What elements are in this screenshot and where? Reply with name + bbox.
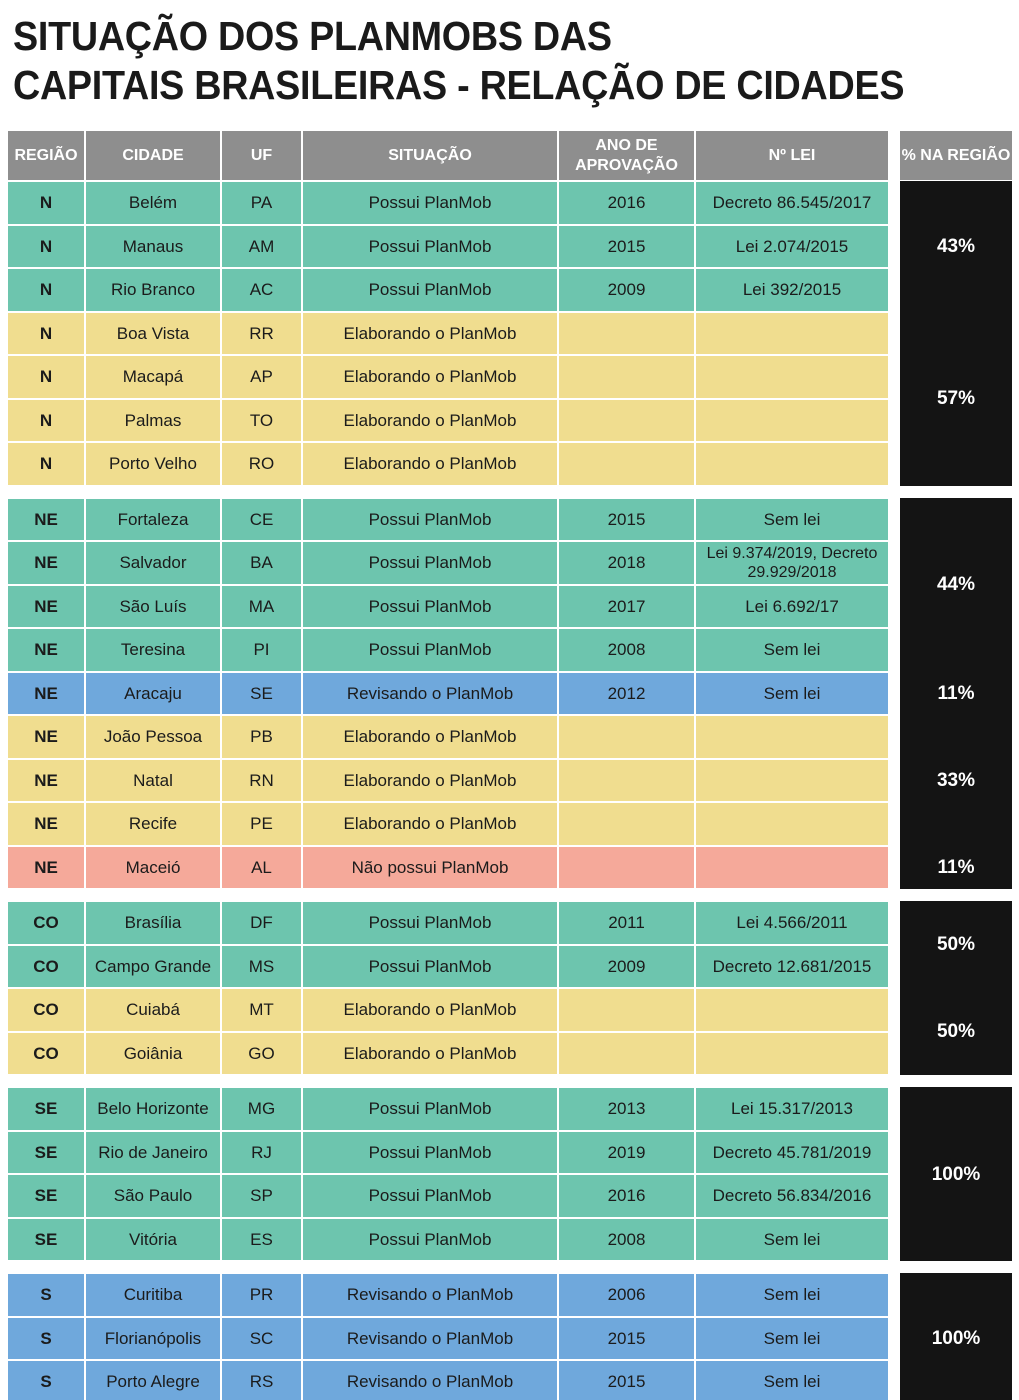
header-ano: ANO DE APROVAÇÃO [559, 131, 694, 180]
cell-uf: DF [222, 902, 301, 944]
cell-ano: 2012 [559, 673, 694, 715]
cell-cidade: Campo Grande [86, 946, 220, 988]
cell-cidade: Brasília [86, 902, 220, 944]
cell-lei: Lei 15.317/2013 [696, 1088, 888, 1130]
region-percent: 50% [900, 901, 1012, 988]
cell-uf: RJ [222, 1132, 301, 1174]
cell-cidade: Salvador [86, 542, 220, 584]
cell-regiao: NE [8, 716, 84, 758]
cell-uf: PA [222, 182, 301, 224]
cell-uf: RS [222, 1361, 301, 1400]
cell-lei: Decreto 56.834/2016 [696, 1175, 888, 1217]
cell-uf: PE [222, 803, 301, 845]
cell-cidade: Porto Alegre [86, 1361, 220, 1400]
cell-ano: 2011 [559, 902, 694, 944]
cell-situacao: Possui PlanMob [303, 629, 557, 671]
cell-lei [696, 400, 888, 442]
cell-ano: 2015 [559, 499, 694, 541]
cell-regiao: N [8, 400, 84, 442]
cell-uf: GO [222, 1033, 301, 1075]
cell-lei: Sem lei [696, 1219, 888, 1261]
cell-ano [559, 356, 694, 398]
cell-uf: SP [222, 1175, 301, 1217]
cell-regiao: S [8, 1318, 84, 1360]
cell-cidade: Rio de Janeiro [86, 1132, 220, 1174]
cell-lei [696, 313, 888, 355]
cell-regiao: NE [8, 803, 84, 845]
cell-situacao: Possui PlanMob [303, 1219, 557, 1261]
header-lei: Nº LEI [696, 131, 888, 180]
cell-regiao: NE [8, 542, 84, 584]
cell-lei [696, 989, 888, 1031]
cell-situacao: Revisando o PlanMob [303, 673, 557, 715]
cell-regiao: N [8, 182, 84, 224]
title-line-1: SITUAÇÃO DOS PLANMOBS DAS [13, 13, 612, 59]
region-percent: 43% [900, 181, 1012, 312]
cell-uf: RN [222, 760, 301, 802]
cell-ano: 2016 [559, 182, 694, 224]
cell-regiao: N [8, 269, 84, 311]
cell-regiao: S [8, 1274, 84, 1316]
cell-lei: Sem lei [696, 1274, 888, 1316]
cell-situacao: Possui PlanMob [303, 902, 557, 944]
cell-ano: 2017 [559, 586, 694, 628]
cell-cidade: Vitória [86, 1219, 220, 1261]
cell-lei [696, 803, 888, 845]
cell-lei [696, 760, 888, 802]
cell-situacao: Elaborando o PlanMob [303, 356, 557, 398]
cell-ano: 2015 [559, 226, 694, 268]
cell-lei: Lei 392/2015 [696, 269, 888, 311]
cell-ano [559, 847, 694, 889]
cell-situacao: Elaborando o PlanMob [303, 313, 557, 355]
cell-regiao: CO [8, 989, 84, 1031]
cell-cidade: Macapá [86, 356, 220, 398]
cell-cidade: São Luís [86, 586, 220, 628]
cell-lei: Lei 6.692/17 [696, 586, 888, 628]
header-cidade: CIDADE [86, 131, 220, 180]
cell-uf: ES [222, 1219, 301, 1261]
cell-cidade: Teresina [86, 629, 220, 671]
cell-cidade: Manaus [86, 226, 220, 268]
cell-ano: 2013 [559, 1088, 694, 1130]
cell-uf: RO [222, 443, 301, 485]
cell-uf: SC [222, 1318, 301, 1360]
region-percent: 100% [900, 1273, 1012, 1400]
cell-situacao: Revisando o PlanMob [303, 1361, 557, 1400]
cell-uf: AC [222, 269, 301, 311]
cell-lei: Sem lei [696, 673, 888, 715]
cell-lei: Sem lei [696, 1318, 888, 1360]
cell-regiao: SE [8, 1132, 84, 1174]
cell-uf: CE [222, 499, 301, 541]
cell-situacao: Revisando o PlanMob [303, 1318, 557, 1360]
cell-cidade: Boa Vista [86, 313, 220, 355]
cell-lei: Decreto 12.681/2015 [696, 946, 888, 988]
cell-ano: 2009 [559, 269, 694, 311]
cell-cidade: São Paulo [86, 1175, 220, 1217]
cell-regiao: SE [8, 1219, 84, 1261]
cell-cidade: Palmas [86, 400, 220, 442]
cell-situacao: Elaborando o PlanMob [303, 803, 557, 845]
cell-lei: Sem lei [696, 1361, 888, 1400]
cell-lei: Lei 9.374/2019, Decreto 29.929/2018 [696, 542, 888, 584]
cell-uf: AP [222, 356, 301, 398]
cell-situacao: Revisando o PlanMob [303, 1274, 557, 1316]
cell-ano: 2006 [559, 1274, 694, 1316]
cell-regiao: CO [8, 902, 84, 944]
cell-regiao: SE [8, 1175, 84, 1217]
cell-situacao: Possui PlanMob [303, 226, 557, 268]
cell-situacao: Possui PlanMob [303, 542, 557, 584]
region-percent: 33% [900, 715, 1012, 846]
cell-uf: SE [222, 673, 301, 715]
region-percent: 50% [900, 988, 1012, 1075]
cell-situacao: Elaborando o PlanMob [303, 443, 557, 485]
cell-regiao: NE [8, 629, 84, 671]
cell-ano [559, 989, 694, 1031]
cell-cidade: Florianópolis [86, 1318, 220, 1360]
cell-regiao: CO [8, 946, 84, 988]
cell-ano [559, 803, 694, 845]
cell-regiao: NE [8, 673, 84, 715]
cell-regiao: N [8, 226, 84, 268]
cell-regiao: NE [8, 760, 84, 802]
cell-lei: Decreto 45.781/2019 [696, 1132, 888, 1174]
cell-ano: 2019 [559, 1132, 694, 1174]
cell-situacao: Possui PlanMob [303, 946, 557, 988]
cell-ano: 2015 [559, 1361, 694, 1400]
cell-uf: MG [222, 1088, 301, 1130]
cell-uf: MS [222, 946, 301, 988]
cell-cidade: Aracaju [86, 673, 220, 715]
cell-ano [559, 716, 694, 758]
cell-regiao: N [8, 356, 84, 398]
cell-lei [696, 443, 888, 485]
cell-cidade: Cuiabá [86, 989, 220, 1031]
cell-ano [559, 400, 694, 442]
cell-uf: TO [222, 400, 301, 442]
cell-uf: PI [222, 629, 301, 671]
cell-situacao: Possui PlanMob [303, 182, 557, 224]
cell-ano: 2008 [559, 1219, 694, 1261]
cell-regiao: N [8, 443, 84, 485]
cell-situacao: Possui PlanMob [303, 1175, 557, 1217]
header-uf: UF [222, 131, 301, 180]
title-line-2: CAPITAIS BRASILEIRAS - RELAÇÃO DE CIDADES [13, 62, 905, 108]
cell-uf: MA [222, 586, 301, 628]
cell-regiao: S [8, 1361, 84, 1400]
region-percent: 11% [900, 846, 1012, 890]
cell-uf: AL [222, 847, 301, 889]
cell-uf: MT [222, 989, 301, 1031]
cell-situacao: Elaborando o PlanMob [303, 400, 557, 442]
cell-ano: 2015 [559, 1318, 694, 1360]
region-percent: 11% [900, 672, 1012, 716]
cell-cidade: João Pessoa [86, 716, 220, 758]
cell-regiao: CO [8, 1033, 84, 1075]
cell-cidade: Natal [86, 760, 220, 802]
cell-uf: PB [222, 716, 301, 758]
cell-ano [559, 1033, 694, 1075]
cell-lei [696, 847, 888, 889]
cell-cidade: Goiânia [86, 1033, 220, 1075]
cell-lei: Lei 2.074/2015 [696, 226, 888, 268]
cell-regiao: NE [8, 499, 84, 541]
cell-ano [559, 760, 694, 802]
cell-situacao: Elaborando o PlanMob [303, 989, 557, 1031]
cell-lei [696, 1033, 888, 1075]
cell-lei [696, 356, 888, 398]
cell-lei [696, 716, 888, 758]
cell-ano: 2008 [559, 629, 694, 671]
cell-regiao: N [8, 313, 84, 355]
cell-situacao: Elaborando o PlanMob [303, 760, 557, 802]
cell-ano: 2009 [559, 946, 694, 988]
cell-cidade: Rio Branco [86, 269, 220, 311]
cell-situacao: Possui PlanMob [303, 586, 557, 628]
cell-uf: RR [222, 313, 301, 355]
cell-uf: PR [222, 1274, 301, 1316]
cell-cidade: Porto Velho [86, 443, 220, 485]
cell-regiao: NE [8, 586, 84, 628]
cell-cidade: Belém [86, 182, 220, 224]
cell-lei: Lei 4.566/2011 [696, 902, 888, 944]
cell-situacao: Possui PlanMob [303, 1132, 557, 1174]
header-pct: % NA REGIÃO [900, 131, 1012, 180]
region-percent: 100% [900, 1087, 1012, 1261]
cell-uf: BA [222, 542, 301, 584]
cell-cidade: Fortaleza [86, 499, 220, 541]
cell-situacao: Possui PlanMob [303, 1088, 557, 1130]
cell-cidade: Curitiba [86, 1274, 220, 1316]
cell-ano: 2016 [559, 1175, 694, 1217]
region-percent: 57% [900, 312, 1012, 486]
cell-cidade: Maceió [86, 847, 220, 889]
cell-ano: 2018 [559, 542, 694, 584]
cell-regiao: NE [8, 847, 84, 889]
cell-cidade: Recife [86, 803, 220, 845]
cell-situacao: Possui PlanMob [303, 269, 557, 311]
header-regiao: REGIÃO [8, 131, 84, 180]
cell-lei: Decreto 86.545/2017 [696, 182, 888, 224]
cell-situacao: Elaborando o PlanMob [303, 716, 557, 758]
cell-ano [559, 443, 694, 485]
cell-cidade: Belo Horizonte [86, 1088, 220, 1130]
header-situacao: SITUAÇÃO [303, 131, 557, 180]
cell-situacao: Elaborando o PlanMob [303, 1033, 557, 1075]
cell-lei: Sem lei [696, 629, 888, 671]
cell-situacao: Não possui PlanMob [303, 847, 557, 889]
cell-ano [559, 313, 694, 355]
cell-lei: Sem lei [696, 499, 888, 541]
cell-situacao: Possui PlanMob [303, 499, 557, 541]
cell-uf: AM [222, 226, 301, 268]
cell-regiao: SE [8, 1088, 84, 1130]
page-title [13, 12, 933, 110]
region-percent: 44% [900, 498, 1012, 672]
